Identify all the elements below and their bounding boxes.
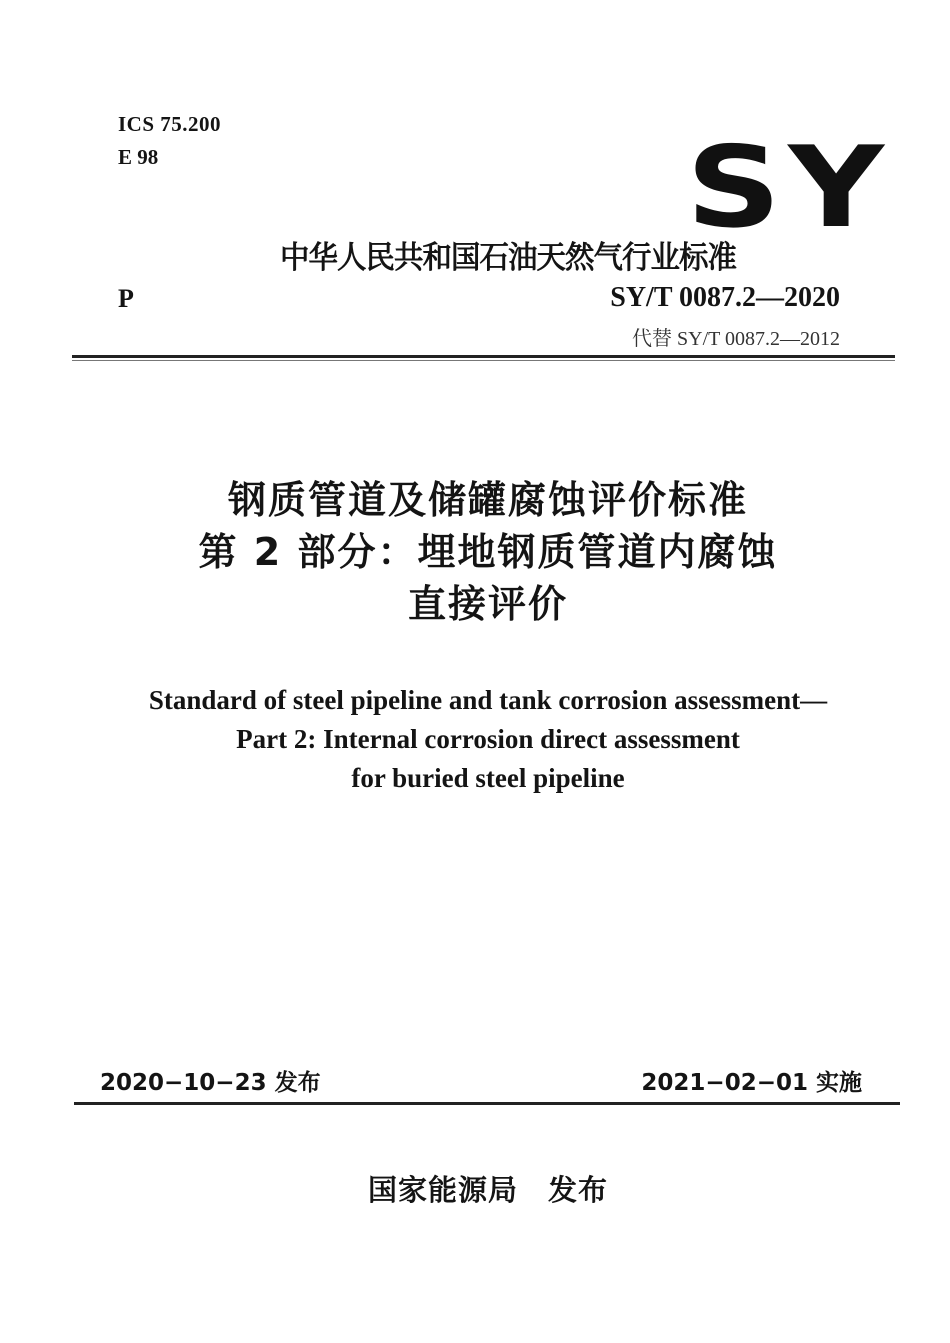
chinese-title	[0, 474, 950, 630]
footer-divider	[74, 1102, 900, 1105]
standard-number: SY/T 0087.2—2020	[610, 282, 840, 313]
english-title-line-2: Part 2: Internal corrosion direct assessment	[236, 724, 740, 754]
ics-code: ICS 75.200	[118, 112, 222, 136]
ccs-code: E 98	[118, 145, 159, 169]
issue-date: 2020−10−23 发布	[100, 1070, 321, 1096]
replaces-standard: 代替 SY/T 0087.2—2012	[632, 328, 840, 350]
implementation-date: 2021−02−01 实施	[641, 1070, 862, 1096]
english-title-line-3: for buried steel pipeline	[351, 763, 625, 793]
issuer-name: 国家能源局	[367, 1173, 518, 1207]
chinese-title-line-1: 钢质管道及储罐腐蚀评价标准	[227, 478, 748, 522]
english-title	[0, 681, 950, 798]
header-divider	[72, 355, 895, 358]
standard-organization-name: 中华人民共和国石油天然气行业标准	[280, 240, 736, 276]
issuer-action: 发布	[548, 1173, 609, 1207]
chinese-title-line-3: 直接评价	[407, 582, 568, 626]
chinese-title-line-2: 第 2 部分：埋地钢质管道内腐蚀	[198, 530, 778, 574]
issuing-authority	[0, 1168, 950, 1209]
english-title-line-1: Standard of steel pipeline and tank corrosion assessment—	[148, 685, 828, 715]
sy-standard-logo: SY	[686, 123, 892, 253]
category-code: P	[118, 284, 134, 313]
header-divider-thin	[72, 360, 895, 361]
